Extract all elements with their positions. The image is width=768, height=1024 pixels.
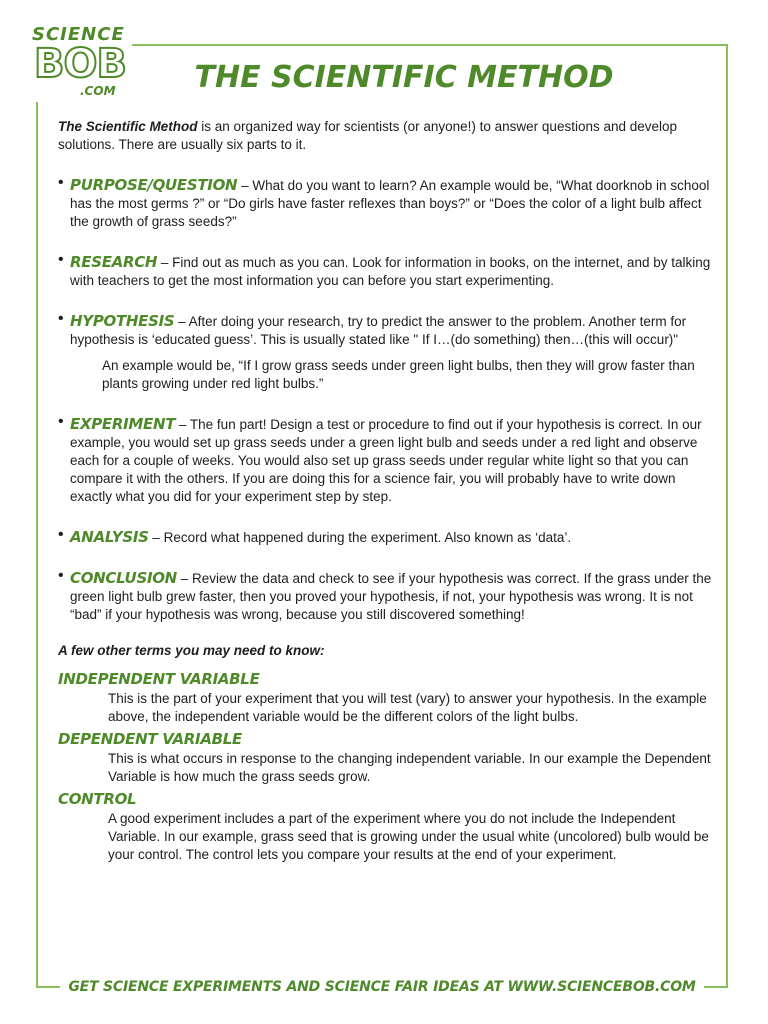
step-term: HYPOTHESIS: [70, 312, 175, 330]
intro-text: is an organized way for scientists (or anyone!) to answer questions and develop solutions. There are usually six parts to it.: [58, 119, 678, 152]
definition-text-control: A good experiment includes a part of the experiment where you do not include the Independent Variable. In our example, grass seed that is growing under the usual white (uncolored) bulb would be your control. The control lets you compare your results at the end of your experiment.: [108, 811, 709, 862]
logo-sub-text: .COM: [80, 84, 116, 98]
step-text: – After doing your research, try to predict the answer to the problem. Another term for hypothesis is ‘educated guess’. This is usually stated like " If I…(do something) then…(this will occur)": [70, 314, 687, 347]
footer-link-text[interactable]: GET SCIENCE EXPERIMENTS AND SCIENCE FAIR IDEAS AT WWW.SCIENCEBOB.COM: [60, 979, 703, 995]
step-research: [58, 253, 714, 290]
step-term: RESEARCH: [70, 253, 158, 271]
intro-lead: The Scientific Method: [58, 119, 198, 134]
logo-main-text: BOB: [34, 41, 126, 87]
step-text: – What do you want to learn? An example would be, “What doorknob in school has the most germs ?” or “Do girls have faster reflexes than boys?” or “Does the color of a light bulb affect the growth of grass seeds?”: [70, 178, 710, 229]
definition-term-dependent: DEPENDENT VARIABLE: [58, 730, 242, 748]
intro-paragraph: [58, 118, 714, 154]
definition-text-independent: This is the part of your experiment that you will test (vary) to answer your hypothesis. In the example above, the independent variable would be the different colors of the light bulbs.: [108, 691, 707, 724]
definition-term-independent: INDEPENDENT VARIABLE: [58, 670, 260, 688]
bullet-icon: •: [58, 251, 64, 268]
logo-top-text: SCIENCE: [32, 24, 125, 45]
step-experiment: [58, 415, 714, 506]
sciencebob-logo[interactable]: [22, 20, 132, 102]
step-text: – Review the data and check to see if your hypothesis was correct. If the grass under the green light bulb grew faster, then you proved your hypothesis, if not, your hypothesis was wrong. It is not “bad” if your hypothesis was wrong, because you still discovered something!: [70, 571, 712, 622]
bullet-icon: •: [58, 174, 64, 191]
step-purpose: [58, 176, 714, 231]
bullet-icon: •: [58, 526, 64, 543]
step-text: – Record what happened during the experiment. Also known as ‘data’.: [148, 530, 572, 545]
footer: [36, 978, 728, 1002]
page-title: THE SCIENTIFIC METHOD: [194, 60, 614, 95]
bullet-icon: •: [58, 310, 64, 327]
hypothesis-example: An example would be, “If I grow grass seeds under green light bulbs, then they will grow faster than plants growing under red light bulbs.”: [102, 358, 695, 391]
step-analysis: [58, 528, 714, 547]
step-text: – Find out as much as you can. Look for information in books, on the internet, and by talking with teachers to get the most information you can before you start experimenting.: [70, 255, 711, 288]
definition-text-dependent: This is what occurs in response to the changing independent variable. In our example the Dependent Variable is how much the grass seeds grow.: [108, 751, 711, 784]
step-term: CONCLUSION: [70, 569, 177, 587]
bullet-icon: •: [58, 413, 64, 430]
step-term: EXPERIMENT: [70, 415, 176, 433]
document-body: [58, 118, 714, 868]
step-term: ANALYSIS: [70, 528, 149, 546]
other-terms-heading: A few other terms you may need to know:: [58, 643, 325, 658]
definition-term-control: CONTROL: [58, 790, 137, 808]
step-text: – The fun part! Design a test or procedure to find out if your hypothesis is correct. In our example, you would set up grass seeds under a green light bulb and seeds under a red light and observe each for a couple of weeks. You would also set up grass seeds under regular white light so that you can compare it with the others. If you are doing this for a science fair, you will probably have to write down exactly what you did for your experiment step by step.: [70, 417, 702, 504]
step-hypothesis: [58, 312, 714, 393]
bullet-icon: •: [58, 567, 64, 584]
step-conclusion: [58, 569, 714, 624]
step-term: PURPOSE/QUESTION: [70, 176, 238, 194]
